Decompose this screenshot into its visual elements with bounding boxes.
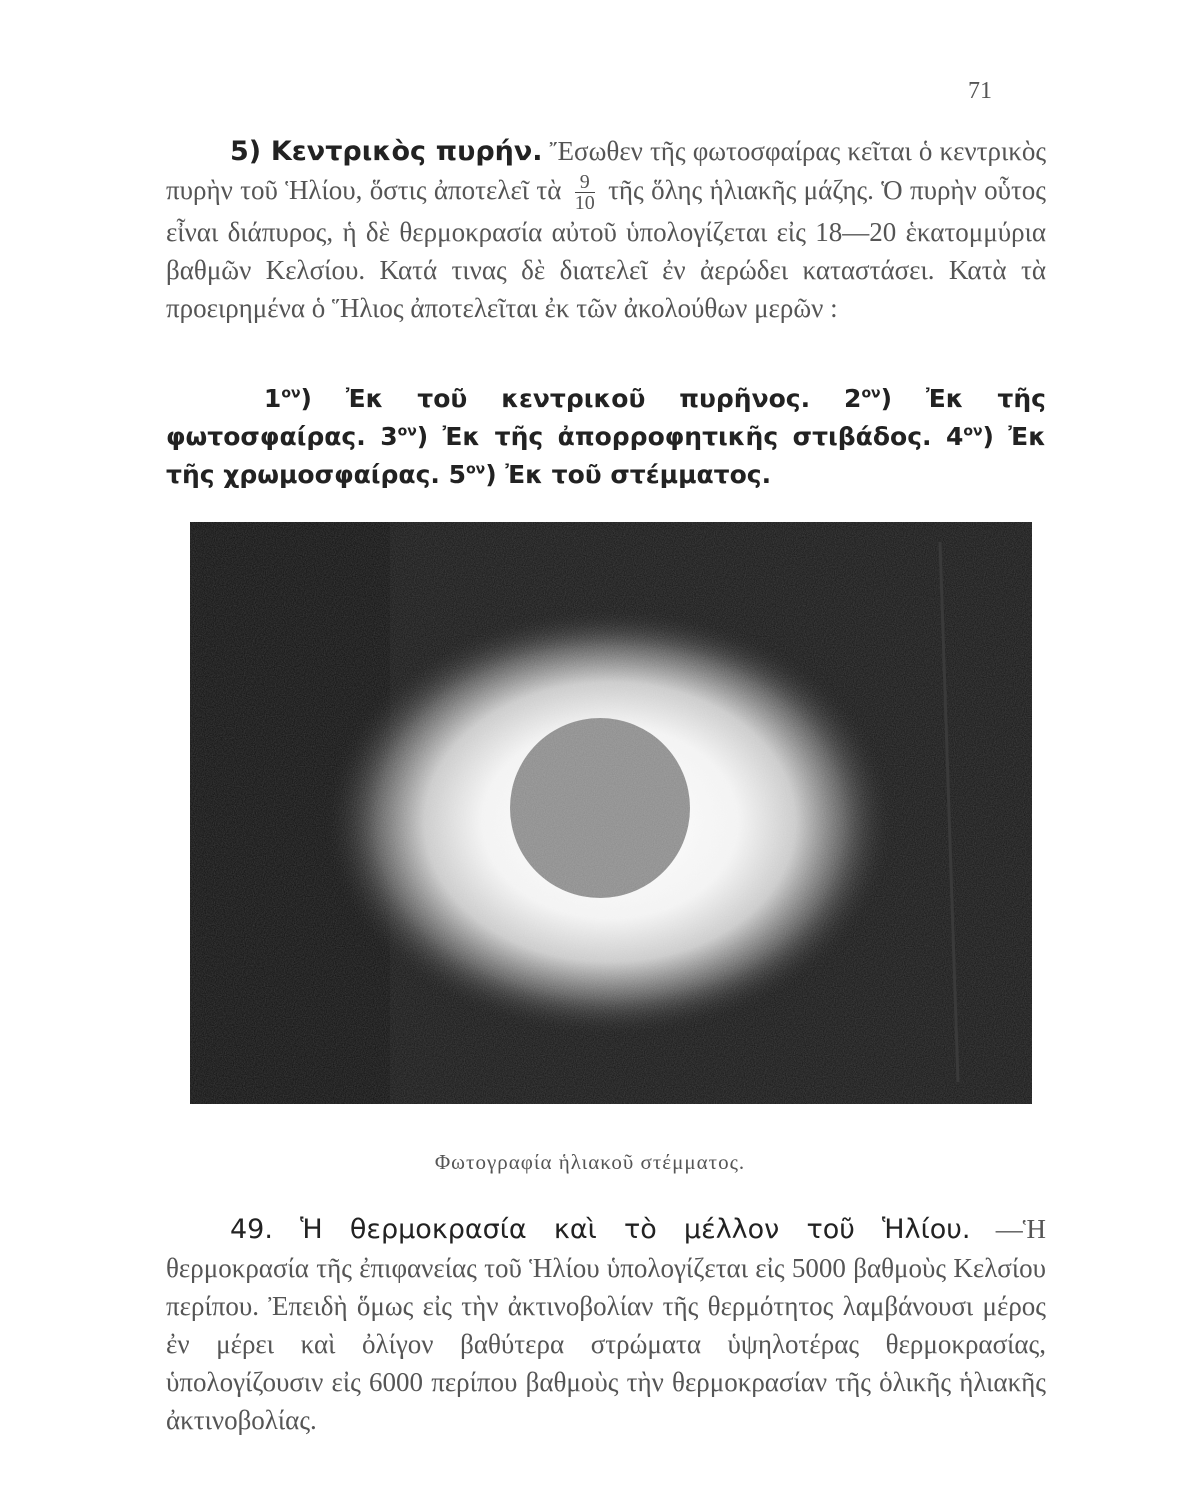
section-5-text-b: τῆς ὅλης ἡλιακῆς μάζης. Ὁ πυρὴν οὗτος εἶναι διάπυρος, ἡ δὲ θερμοκρασία αὐτοῦ ὑπολογίζεται εἰς 18—20 ἑκατομμύρια βαθμῶν Κελσίου. Κατά τινας δὲ διατελεῖ ἐν ἀερώδει καταστάσει. Κατὰ τὰ προειρημένα ὁ Ἥλιος ἀποτελεῖται ἐκ τῶν ἀκολούθων μερῶν : xyxy=(166,175,1047,324)
section-5-title: 5) Κεντρικὸς πυρήν. xyxy=(230,136,543,167)
part-1-text: Ἐκ τοῦ κεντρικοῦ πυρῆνος. xyxy=(345,384,811,413)
fraction-numerator: 9 xyxy=(575,172,595,193)
part-1-suffix: ον xyxy=(281,385,301,402)
part-5-number: 5 xyxy=(448,460,467,489)
page-number: 71 xyxy=(968,78,992,104)
section-5-text-a: Ἔσωθεν τῆς φωτοσφαίρας κεῖται ὁ κεντρικὸς πυρὴν τοῦ Ἡλίου, ὅστις ἀποτελεῖ τὰ xyxy=(166,136,1047,205)
part-5: $5^{o\nu}$) Ἐκ τοῦ στέμματος. xyxy=(448,460,772,489)
part-3-suffix: ον xyxy=(397,423,417,440)
part-3-text: Ἐκ τῆς ἀπορροφητικῆς στιβάδος. xyxy=(442,422,932,451)
fraction-denominator: 10 xyxy=(574,192,595,215)
part-4-number: 4 xyxy=(945,422,964,451)
section-5-paragraph xyxy=(166,132,1046,327)
part-1-number: 1 xyxy=(263,384,282,413)
photo-grain xyxy=(190,522,1032,1104)
part-2-suffix: ον xyxy=(861,385,881,402)
section-49-heading: 49. Ἡ θερμοκρασία καὶ τὸ μέλλον τοῦ Ἡλίου. xyxy=(230,1214,971,1245)
part-4-text: Ἐκ τῆς χρωμοσφαίρας. xyxy=(166,422,1046,489)
part-5-suffix: ον xyxy=(466,461,486,478)
solar-corona-graphic xyxy=(190,522,1032,1104)
part-5-text: Ἐκ τοῦ στέμματος. xyxy=(505,460,772,489)
part-3-number: 3 xyxy=(380,422,398,451)
section-49-paragraph xyxy=(166,1210,1046,1439)
part-3: $3^{o\nu}$) Ἐκ τῆς ἀπορροφητικῆς στιβάδος. xyxy=(380,422,932,451)
figure-caption: Φωτογραφία ἡλιακοῦ στέμματος. xyxy=(434,1150,746,1174)
part-4: $4^{o\nu}$) Ἐκ τῆς χρωμοσφαίρας. xyxy=(166,422,1046,489)
fraction xyxy=(575,172,595,213)
solar-corona-photo xyxy=(190,522,1032,1104)
section-49-text: —Ἡ θερμοκρασία τῆς ἐπιφανείας τοῦ Ἡλίου ὑπολογίζεται εἰς 5000 βαθμοὺς Κελσίου περίπου. Ἐπειδὴ ὅμως εἰς τὴν ἀκτινοβολίαν τῆς θερμότητος λαμβάνουσι μέρος ἐν μέρει καὶ ὀλίγον βαθύτερα στρώματα ὑψηλοτέρας θερμοκρασίας, ὑπολογίζουσιν εἰς 6000 περίπου βαθμοὺς τὴν θερμοκρασίαν τῆς ὁλικῆς ἡλιακῆς ἀκτινοβολίας. xyxy=(166,1214,1046,1435)
part-2-number: 2 xyxy=(844,384,862,413)
part-2: $2^{o\nu}$) Ἐκ τῆς φωτοσφαίρας. xyxy=(166,384,1046,451)
part-2-text: Ἐκ τῆς φωτοσφαίρας. xyxy=(166,384,1046,451)
part-1: $1^{o\nu}$) Ἐκ τοῦ κεντρικοῦ πυρῆνος. xyxy=(263,384,811,413)
sun-parts-list xyxy=(166,380,1046,494)
part-4-suffix: ον xyxy=(963,423,983,440)
